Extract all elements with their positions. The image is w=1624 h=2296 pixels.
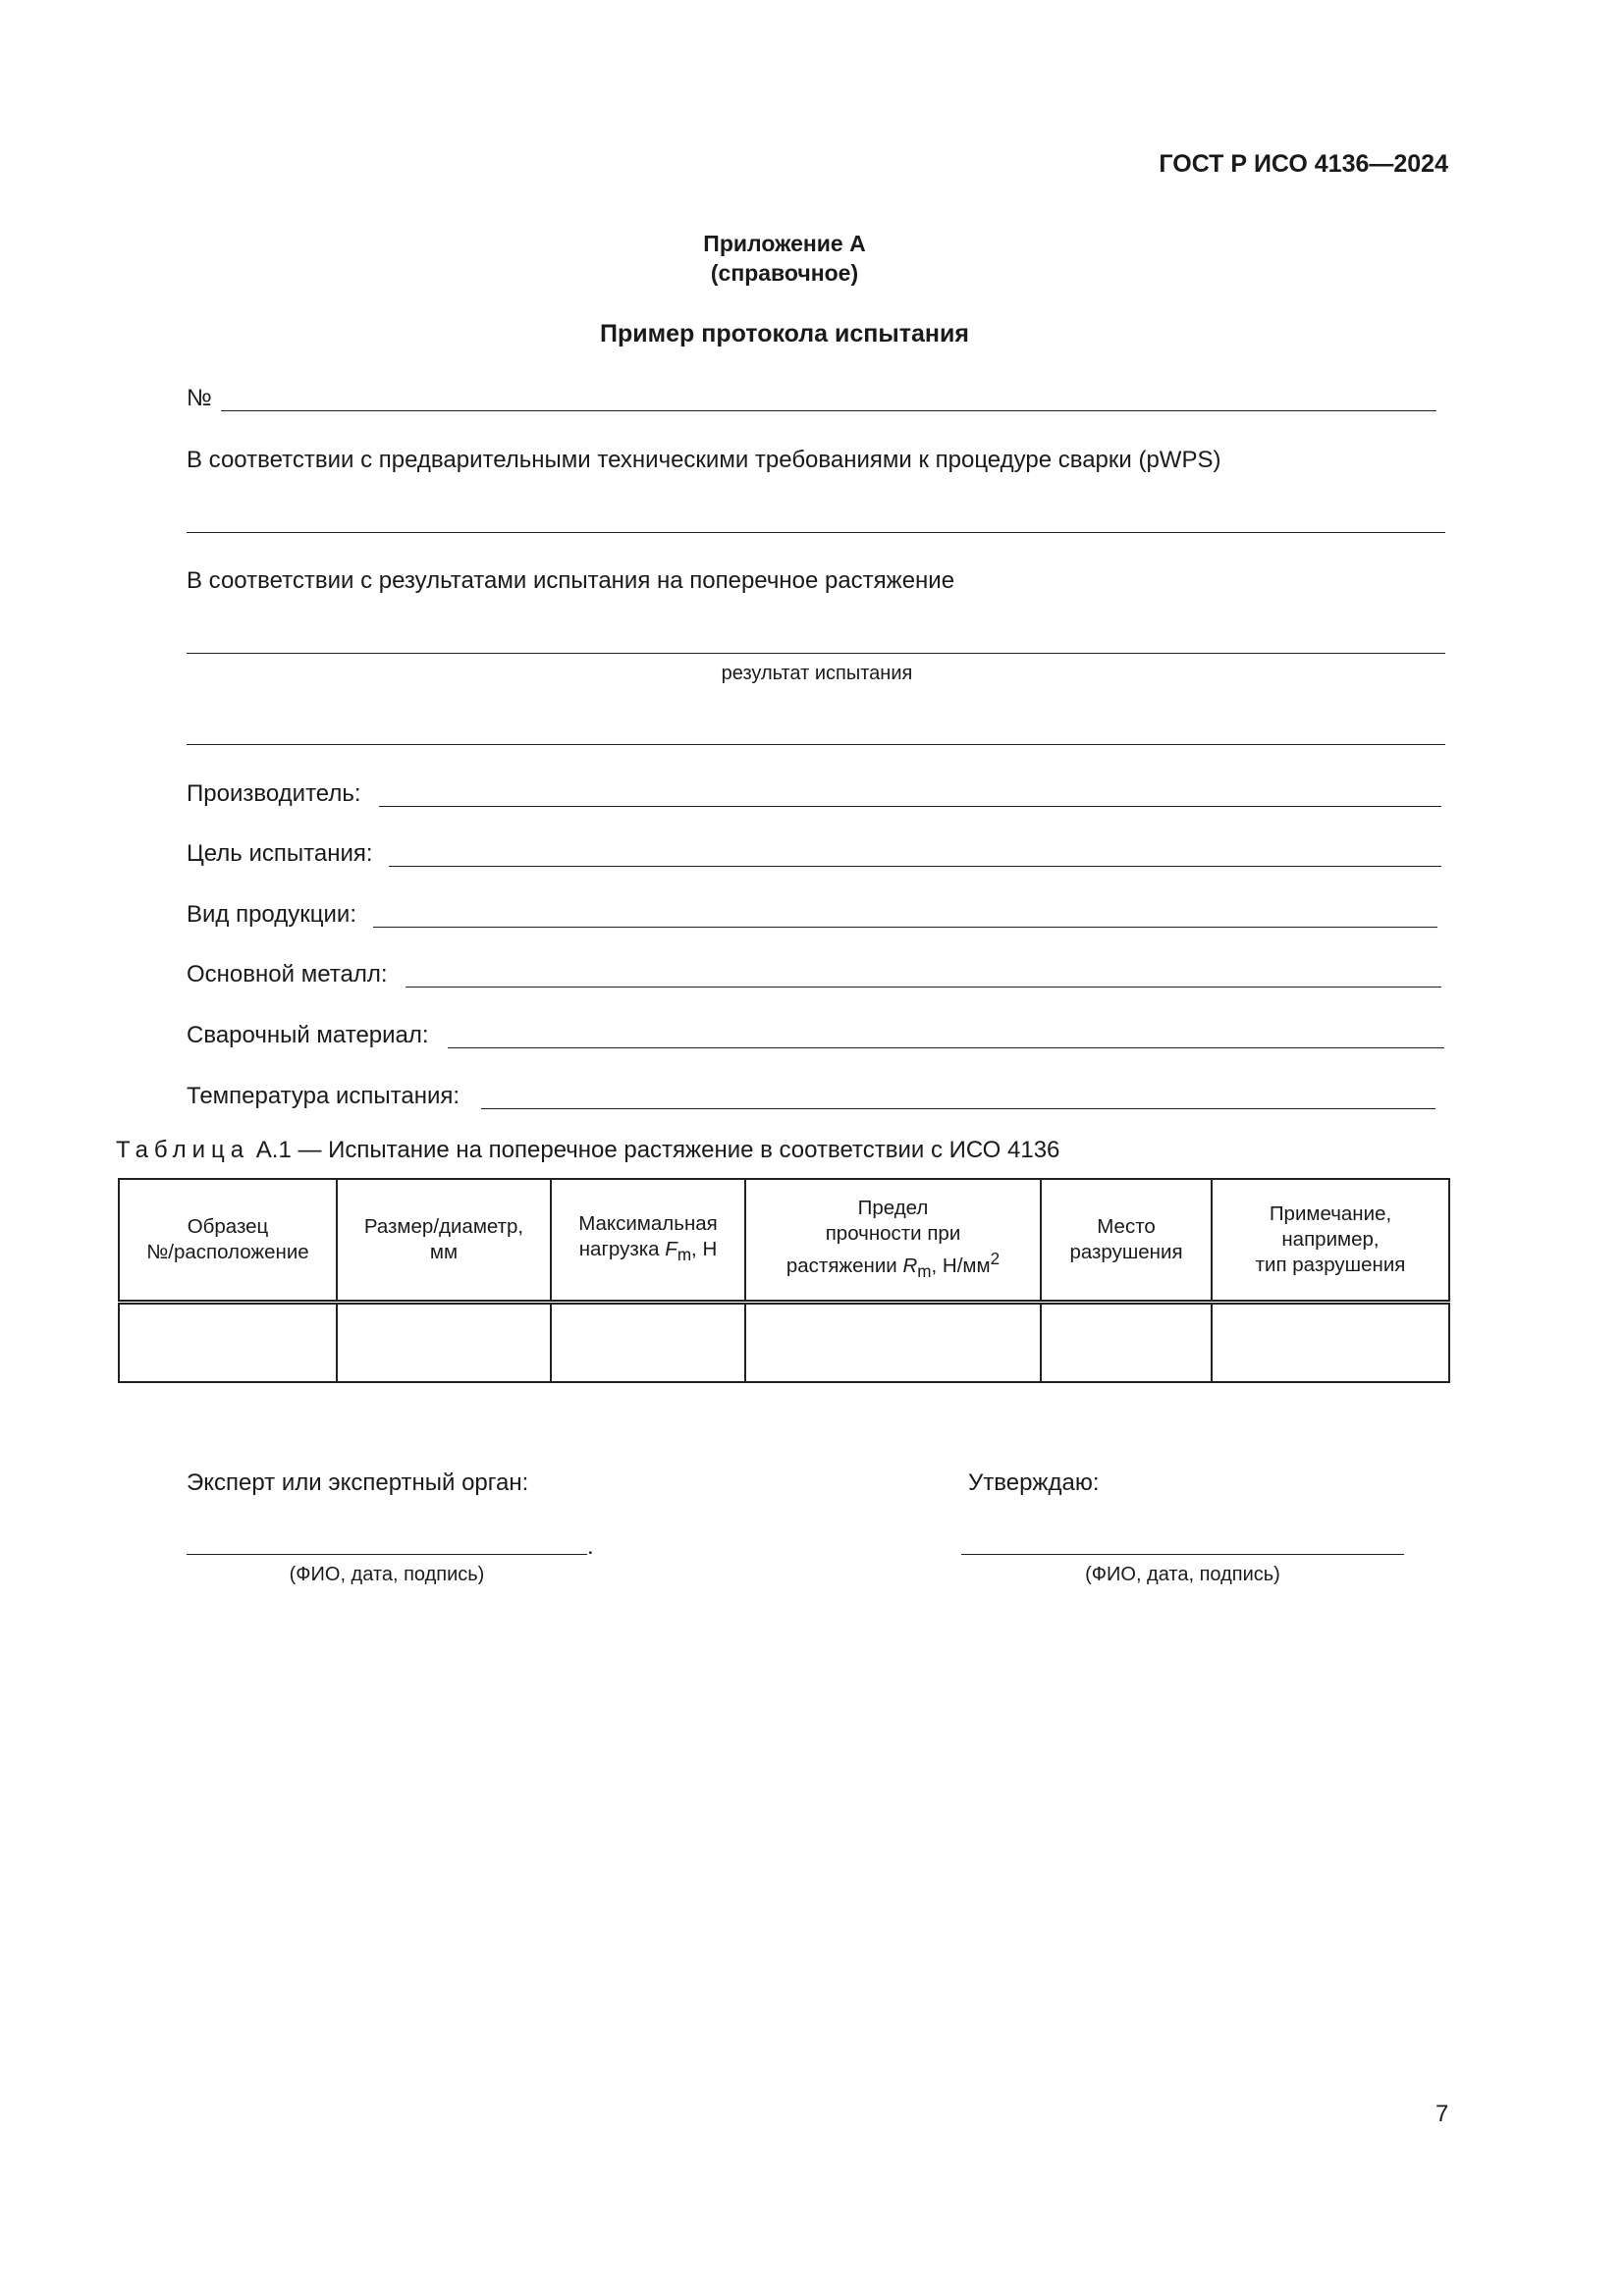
annex-subtitle: (справочное)	[710, 260, 859, 286]
result-line	[187, 744, 1445, 745]
base-metal-line	[406, 987, 1441, 988]
expert-dot: .	[587, 1533, 594, 1560]
manufacturer-line	[379, 806, 1441, 807]
approve-label: Утверждаю:	[968, 1469, 1100, 1496]
col-header-sample: Образец №/расположение	[119, 1179, 337, 1303]
tensile-results-table	[118, 1178, 1450, 1383]
col-header-note: Примечание, например, тип разрушения	[1212, 1179, 1449, 1303]
protocol-title: Пример протокола испытания	[600, 320, 969, 347]
table-caption-text: А.1 — Испытание на поперечное растяжение в соответствии с ИСО 4136	[255, 1137, 1060, 1163]
welding-material-label: Сварочный материал:	[187, 1022, 429, 1048]
expert-caption: (ФИО, дата, подпись)	[289, 1564, 485, 1585]
pwps-line	[187, 532, 1445, 533]
annex-title: Приложение А	[703, 231, 866, 256]
test-temperature-label: Температура испытания:	[187, 1083, 460, 1109]
number-label: №	[187, 385, 212, 411]
pwps-text: В соответствии с предварительными техническими требованиями к процедуре сварки (pWPS)	[187, 447, 1221, 473]
document-code: ГОСТ Р ИСО 4136—2024	[1159, 150, 1448, 178]
table-header-row	[119, 1179, 1449, 1303]
tensile-text: В соответствии с результатами испытания на поперечное растяжение	[187, 567, 955, 594]
table-cell	[1041, 1303, 1212, 1383]
col-header-fracture-location: Место разрушения	[1041, 1179, 1212, 1303]
test-temperature-line	[481, 1108, 1435, 1109]
table-cell	[119, 1303, 337, 1383]
result-caption: результат испытания	[721, 663, 913, 684]
product-type-line	[373, 927, 1437, 928]
expert-signature-line	[187, 1554, 587, 1555]
page-number: 7	[1435, 2101, 1449, 2127]
product-type-label: Вид продукции:	[187, 901, 356, 928]
table-cell	[745, 1303, 1041, 1383]
col-header-max-load: Максимальная нагрузка $F_m$, Н	[551, 1179, 745, 1303]
table-cell	[1212, 1303, 1449, 1383]
number-line	[221, 410, 1436, 411]
tensile-line	[187, 653, 1445, 654]
col-header-tensile-strength: Предел прочности при растяжении $R_m$, $Н/мм^2$	[745, 1179, 1041, 1303]
table-row	[119, 1303, 1449, 1383]
approve-caption: (ФИО, дата, подпись)	[1085, 1564, 1280, 1585]
test-purpose-line	[389, 866, 1441, 867]
manufacturer-label: Производитель:	[187, 780, 361, 807]
welding-material-line	[448, 1047, 1444, 1048]
table-caption	[116, 1137, 1059, 1164]
approve-signature-line	[961, 1554, 1404, 1555]
table-cell	[551, 1303, 745, 1383]
expert-label: Эксперт или экспертный орган:	[187, 1469, 529, 1496]
col-header-size: Размер/диаметр, мм	[337, 1179, 551, 1303]
test-purpose-label: Цель испытания:	[187, 840, 373, 867]
annex-heading	[0, 229, 1569, 288]
table-cell	[337, 1303, 551, 1383]
base-metal-label: Основной металл:	[187, 961, 388, 988]
table-caption-prefix: Таблица	[116, 1137, 250, 1163]
